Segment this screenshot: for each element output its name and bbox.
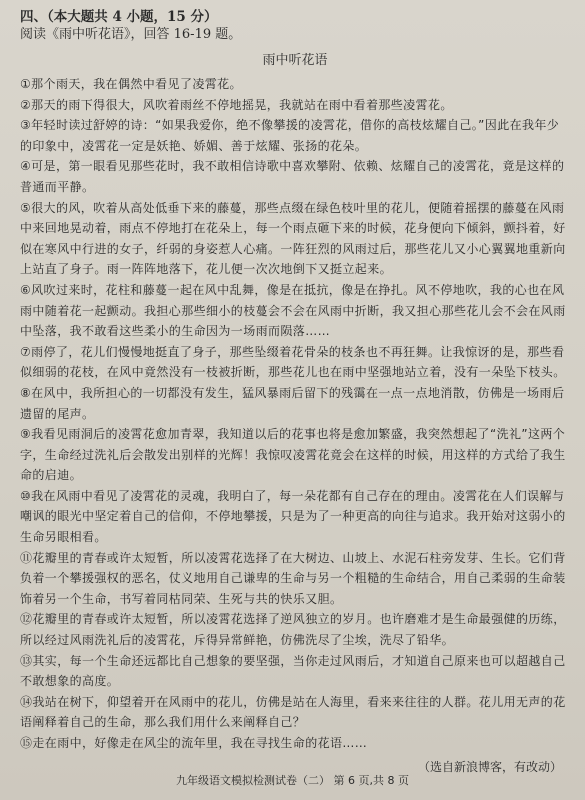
paragraph-1: ①那个雨天，我在偶然中看见了凌霄花。	[20, 77, 242, 91]
paragraph-2: ②那天的雨下得很大，风吹着雨丝不停地摇晃，我就站在雨中看着那些凌霄花。	[20, 97, 453, 112]
article-title: 雨中听花语	[262, 53, 328, 68]
page-footer: 九年级语文模拟检测试卷（二） 第 6 页,共 8 页	[176, 774, 409, 787]
article-source: （选自新浪博客，有改动）	[417, 759, 562, 774]
paragraph-3: ③年轻时读过舒婷的诗：“如果我爱你，绝不像攀援的凌霄花，借你的高枝炫耀自己。”因此在我年少的印象中，凌霄花一定是妖艳、娇媚、善于炫耀、张扬的花朵。	[20, 118, 560, 153]
article-body	[20, 74, 570, 754]
paragraph-10: ⑩我在风雨中看见了凌霄花的灵魂，我明白了，每一朵花都有自己存在的理由。凌霄花在人们误解与嘲讽的眼光中坚定着自己的信仰，不停地攀援，只是为了一种更高的向往与追求。我开始对这弱小的生命另眼相看。	[20, 488, 566, 545]
paragraph-7: ⑦雨停了，花儿们慢慢地挺直了身子，那些坠缀着花骨朵的枝条也不再狂舞。让我惊讶的是，那些看似细弱的花枝，在风中竟然没有一枝被折断，那些花儿也在雨中坚强地站立着，没有一朵坠下枝头。	[20, 344, 566, 380]
paragraph-5: ⑤很大的风，吹着从高处低垂下来的藤蔓，那些点缀在绿色枝叶里的花儿，便随着摇摆的藤蔓在风雨中来回地晃动着，雨点不停地打在花朵上，每一个雨点砸下来的时候，花身便向下倾斜，颤抖着，好似在寒风中行进的女子，纤弱的身姿惹人心痛。一阵狂烈的风雨过后，那些花儿又小心翼翼地重新向上站直了身子。雨一阵阵地落下，花儿便一次次地倒下又挺立起来。	[20, 200, 566, 277]
paragraph-12: ⑫花瓣里的青春或许太短暂，所以凌霄花选择了逆风独立的岁月。也许磨难才是生命最强健的历练，所以经过风雨洗礼后的凌霄花，斥得异常鲜艳，仿佛洗尽了尘埃，洗尽了铅华。	[20, 612, 566, 648]
page-content	[20, 8, 570, 776]
paragraph-8: ⑧在风中，我所担心的一切都没有发生，猛风暴雨后留下的残霭在一点一点地消散，仿佛是一场雨后遗留的尾声。	[20, 385, 565, 421]
paragraph-15: ⑮走在雨中，好像走在风尘的流年里，我在寻找生命的花语……	[20, 736, 368, 750]
section-heading: 四、（本大题共 4 小题，15 分）	[20, 9, 218, 25]
paragraph-13: ⑬其实，每一个生命还远都比自己想象的要坚强，当你走过风雨后，才知道自己原来也可以超越自己不敢想象的高度。	[20, 653, 566, 689]
reading-instruction: 阅读《雨中听花语》，回答 16-19 题。	[20, 27, 242, 42]
paragraph-4: ④可是，第一眼看见那些花时，我不敢相信诗歌中喜欢攀附、依赖、炫耀自己的凌霄花，竟是这样的普通而平静。	[20, 159, 565, 194]
paragraph-9: ⑨我看见雨洞后的凌霄花愈加青翠，我知道以后的花事也将是愈加繁盛，我突然想起了“洗礼”这两个字，生命经过洗礼后会散发出别样的光辉！我惊叹凌霄花竟会在这样的时候，用这样的方式给了我生命的启迪。	[20, 427, 566, 483]
paragraph-14: ⑭我站在树下，仰望着开在风雨中的花儿，仿佛是站在人海里，看来来往往的人群。花儿用无声的花语阐释着自己的生命，那么我们用什么来阐释自己？	[20, 694, 566, 730]
paragraph-11: ⑪花瓣里的青春或许太短暂，所以凌霄花选择了在大树边、山坡上、水泥石柱旁发芽、生长。它们背负着一个攀援强权的恶名，仗义地用自己谦卑的生命与另一个粗糙的生命结合，用自己柔弱的生命装饰着另一个生命，书写着同枯同荣、生死与共的快乐又胆。	[20, 550, 566, 606]
paragraph-6: ⑥风吹过来时，花柱和藤蔓一起在风中乱舞，像是在抵抗，像是在挣扎。风不停地吹，我的心也在风雨中随着花一起颤动。我担心那些细小的枝蔓会不会在风雨中折断，我又担心那些花儿会不会在风雨中坠落，我不敢看这些柔小的生命因为一场雨而陨落……	[20, 282, 566, 339]
